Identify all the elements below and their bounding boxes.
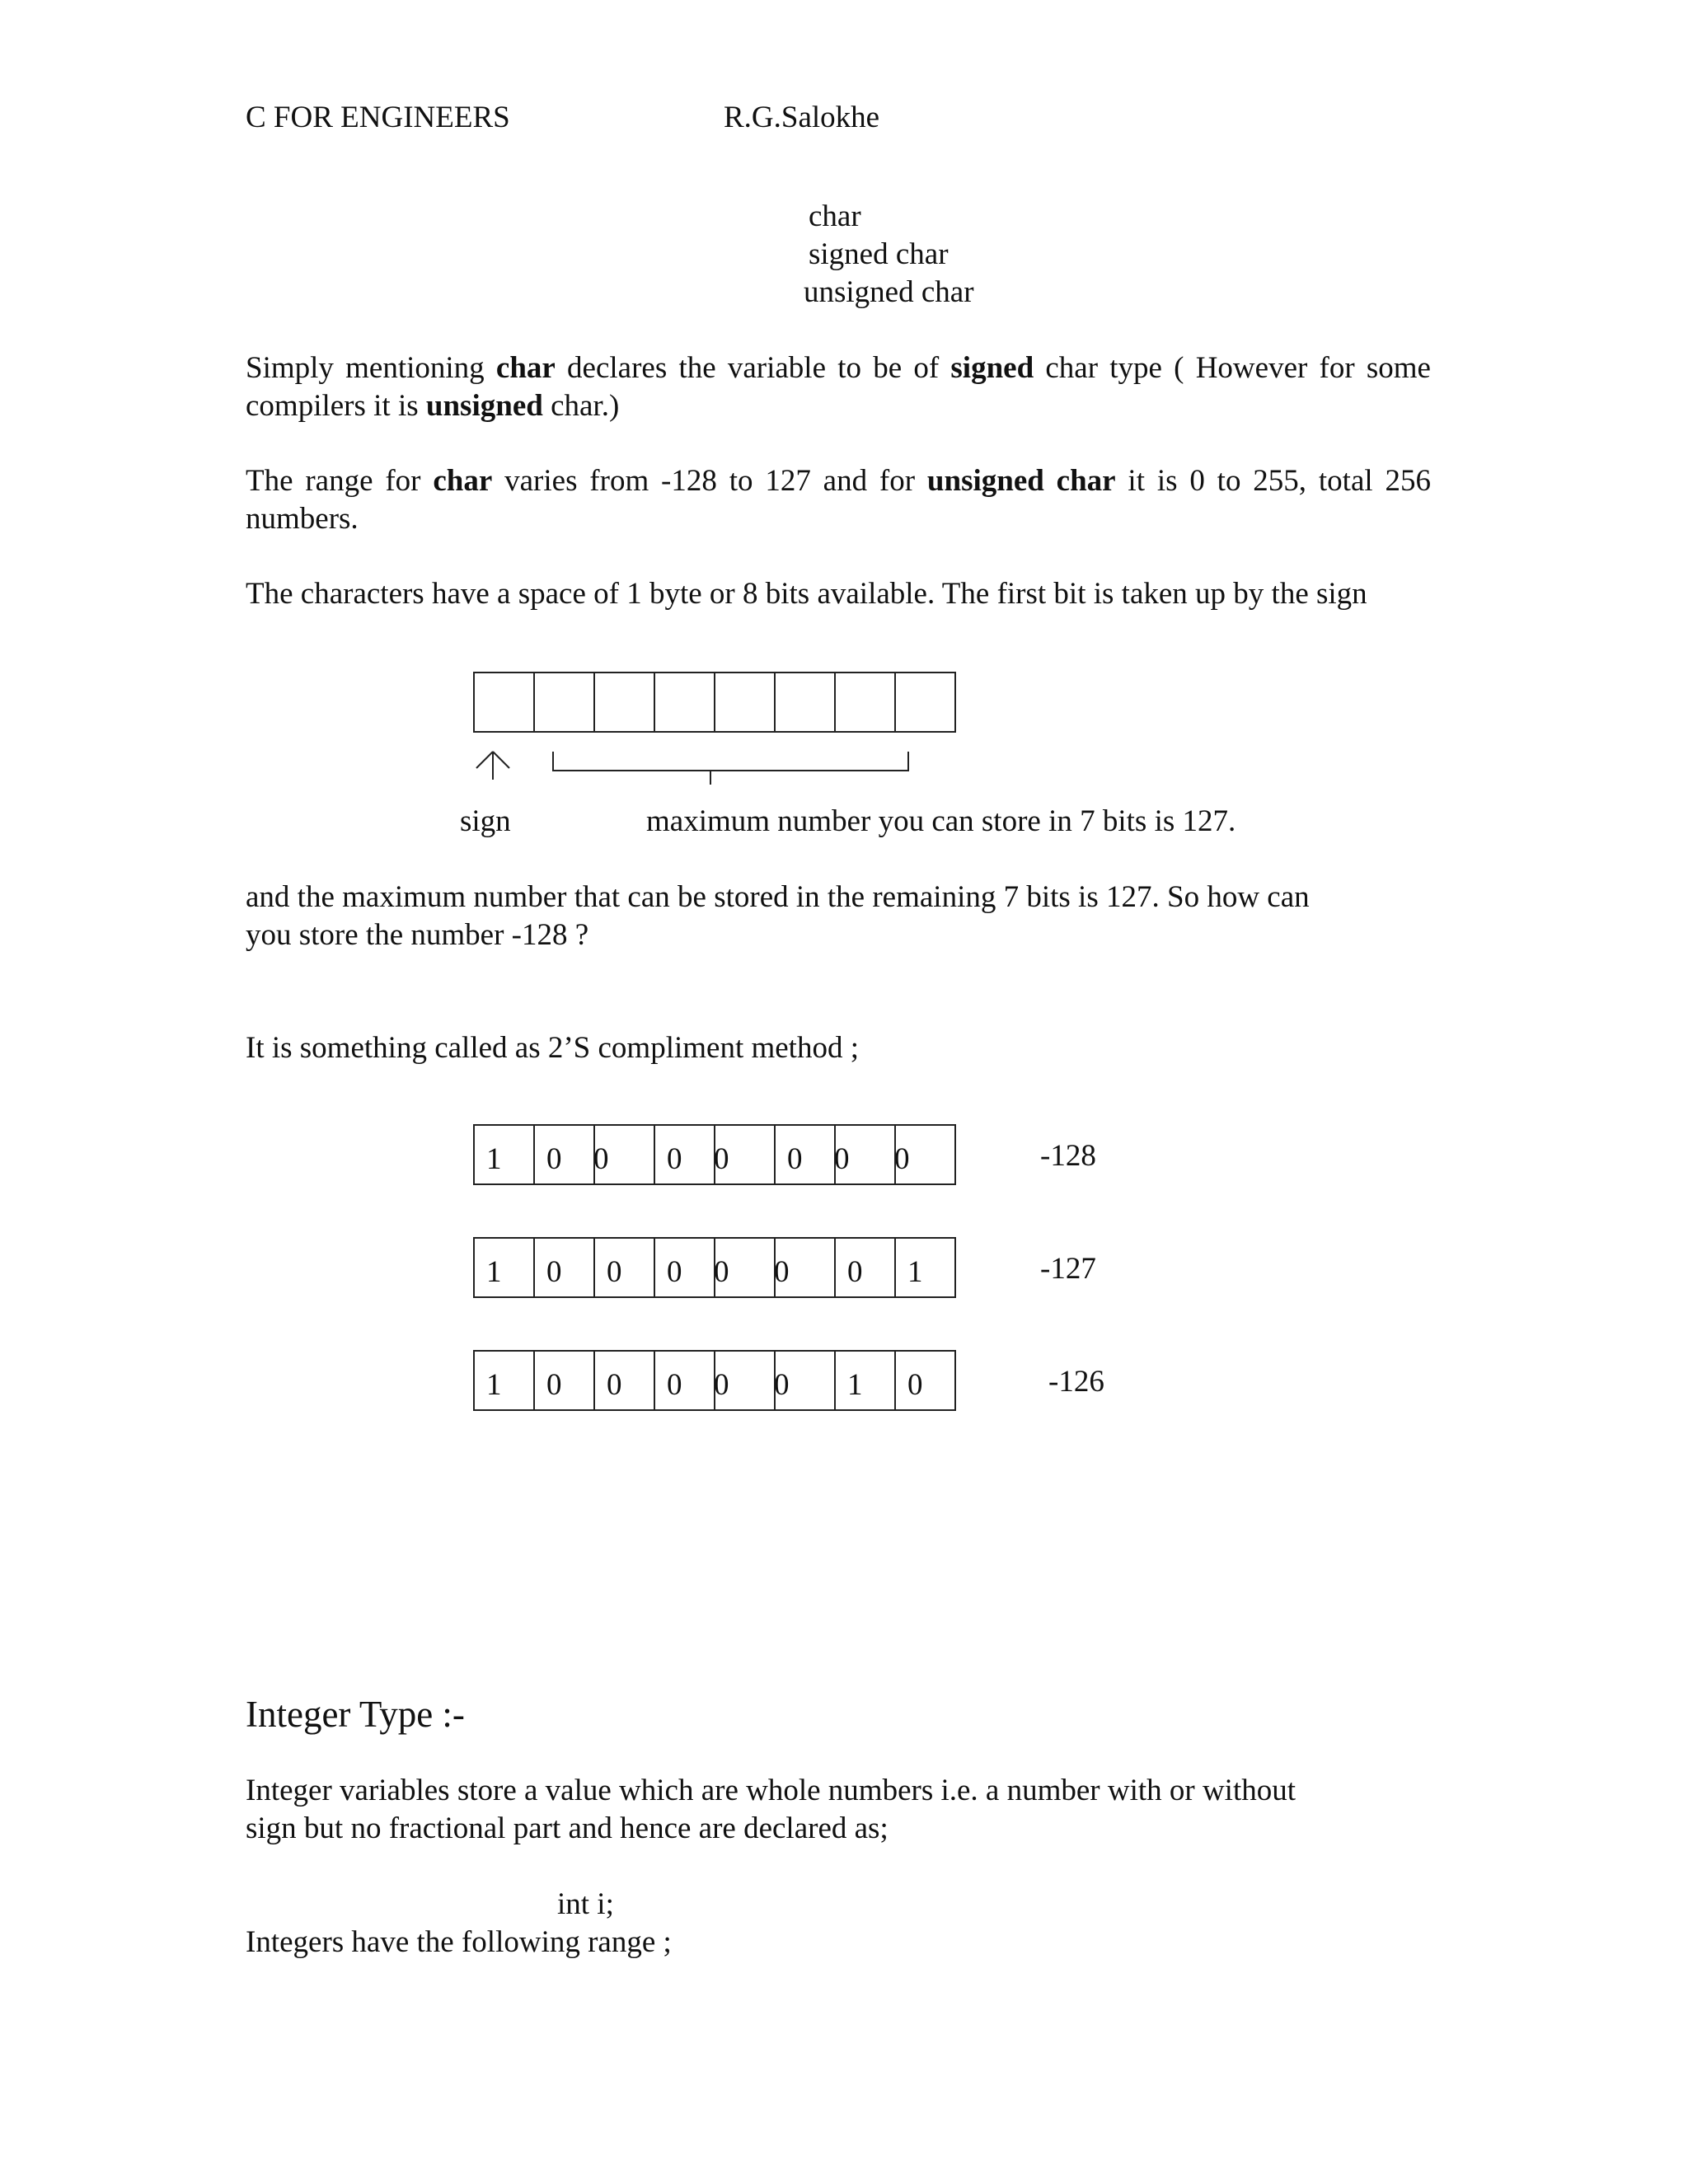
bit-cell: 0 [774, 1350, 834, 1411]
integer-description-line: sign but no fractional part and hence are declared as; [246, 1811, 889, 1845]
code-declaration: int i; [557, 1887, 614, 1921]
byte-register-row [473, 1124, 956, 1183]
paragraph-max-value-line: you store the number -128 ? [246, 918, 589, 952]
bit-cell: 0 [714, 1124, 774, 1185]
sign-arrow-icon [476, 752, 509, 780]
paragraph-byte-size: The characters have a space of 1 byte or 8 bits available. The first bit is taken up by the sign [246, 577, 1367, 611]
paragraph-twos-complement: It is something called as 2’S compliment method ; [246, 1031, 859, 1065]
bit-cell: 0 [654, 1350, 714, 1411]
bit-cell: 0 [834, 1124, 894, 1185]
bit-cell: 0 [774, 1124, 834, 1185]
integer-description-line: Integer variables store a value which are whole numbers i.e. a number with or without [246, 1774, 1296, 1807]
decimal-value: -127 [1040, 1252, 1096, 1286]
decimal-value: -128 [1040, 1139, 1096, 1173]
bit-cell: 1 [834, 1350, 894, 1411]
bits-bracket [553, 752, 908, 785]
bit-cell: 1 [473, 1124, 533, 1185]
bit-cell: 1 [473, 1237, 533, 1298]
integer-range-intro: Integers have the following range ; [246, 1925, 672, 1959]
bit-cell: 1 [473, 1350, 533, 1411]
sign-label: sign [460, 804, 511, 838]
bit-cell: 0 [834, 1237, 894, 1298]
paragraph-char-signedness: Simply mentioning char declares the variable to be of signed char type ( However for some compilers it is unsigned char.) [246, 351, 1431, 423]
bit-cell: 0 [533, 1237, 593, 1298]
bit-cell: 0 [894, 1350, 956, 1411]
char-type-item: unsigned char [804, 275, 974, 309]
bit-cell: 0 [593, 1350, 654, 1411]
book-title: C FOR ENGINEERS [246, 101, 510, 134]
bit-cell: 1 [894, 1237, 956, 1298]
bit-cell: 0 [654, 1237, 714, 1298]
author-name: R.G.Salokhe [724, 101, 880, 134]
bits-label: maximum number you can store in 7 bits is 127. [646, 804, 1236, 838]
paragraph-max-value-line: and the maximum number that can be stored in the remaining 7 bits is 127. So how can [246, 880, 1310, 914]
bit-cell: 0 [654, 1124, 714, 1185]
bit-cell: 0 [533, 1124, 593, 1185]
bit-cell: 0 [593, 1124, 654, 1185]
byte-register-row [473, 1237, 956, 1296]
byte-register-row [473, 1350, 956, 1409]
section-heading-integer: Integer Type :- [246, 1694, 465, 1735]
decimal-value: -126 [1048, 1365, 1104, 1399]
char-type-item: char [809, 199, 861, 233]
paragraph-char-range: The range for char varies from -128 to 127 and for unsigned char it is 0 to 255, total 256 numbers. [246, 464, 1431, 536]
bit-cell: 0 [533, 1350, 593, 1411]
char-type-item: signed char [809, 237, 949, 271]
bit-cell: 0 [714, 1237, 774, 1298]
bit-cell: 0 [894, 1124, 956, 1185]
bit-cell: 0 [774, 1237, 834, 1298]
bit-cell: 0 [714, 1350, 774, 1411]
bit-cell: 0 [593, 1237, 654, 1298]
